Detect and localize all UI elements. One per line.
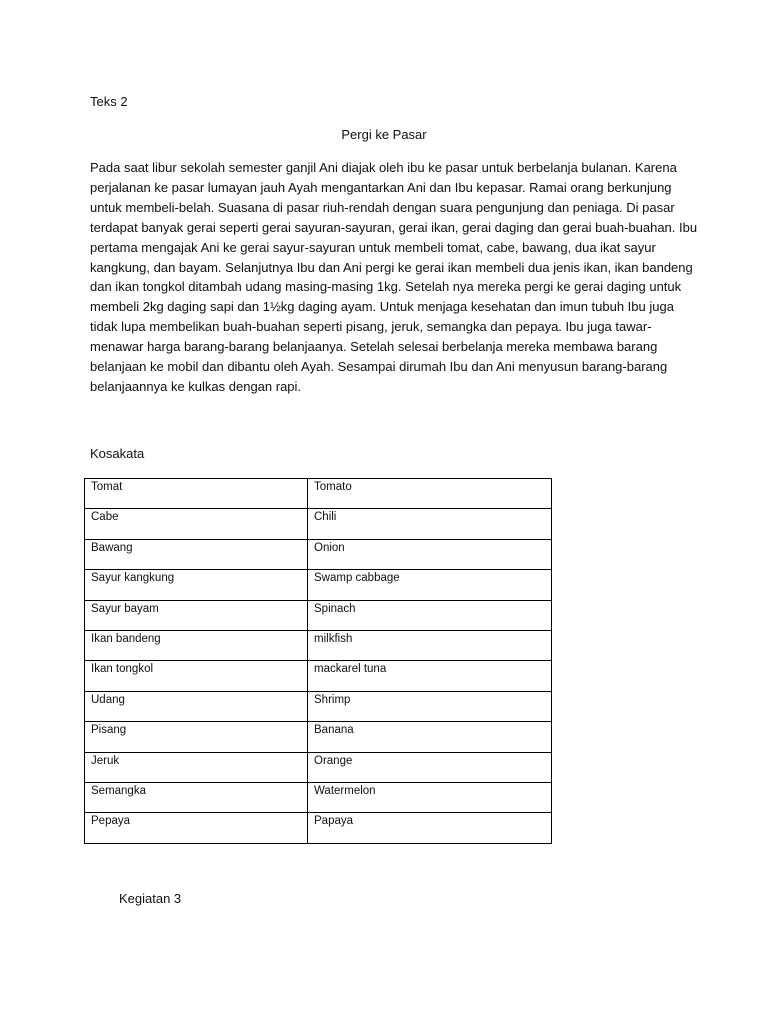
vocab-english-cell: Tomato <box>308 479 552 509</box>
paragraph-line: untuk membeli-belah. Suasana di pasar riuh-rendah dengan suara pengunjung dan peniaga. Di pasar <box>90 199 675 215</box>
vocab-english-cell: Chili <box>308 509 552 539</box>
table-row <box>85 722 552 752</box>
paragraph-line: perjalanan ke pasar lumayan jauh Ayah mengantarkan Ani dan Ibu kepasar. Ramai orang berkunjung <box>90 179 672 195</box>
table-row <box>85 479 552 509</box>
section-label: Teks 2 <box>90 94 128 109</box>
table-row <box>85 782 552 812</box>
paragraph-line: kangkung, dan bayam. Selanjutnya Ibu dan Ani pergi ke gerai ikan membeli dua jenis ikan, ikan bandeng <box>90 259 693 275</box>
table-row <box>85 539 552 569</box>
vocab-indonesian-cell: Pepaya <box>85 813 308 843</box>
vocab-indonesian-cell: Cabe <box>85 509 308 539</box>
vocab-table <box>84 478 552 844</box>
vocab-english-cell: Swamp cabbage <box>308 570 552 600</box>
vocab-english-cell: Shrimp <box>308 691 552 721</box>
vocab-indonesian-cell: Sayur bayam <box>85 600 308 630</box>
vocab-indonesian-cell: Ikan tongkol <box>85 661 308 691</box>
table-row <box>85 630 552 660</box>
table-row <box>85 691 552 721</box>
vocab-indonesian-cell: Udang <box>85 691 308 721</box>
vocab-indonesian-cell: Sayur kangkung <box>85 570 308 600</box>
paragraph-line: belanjaan ke mobil dan dibantu oleh Ayah. Sesampai dirumah Ibu dan Ani menyusun barang-barang <box>90 359 668 375</box>
paragraph-line: Pada saat libur sekolah semester ganjil Ani diajak oleh ibu ke pasar untuk berbelanja bulanan. Karena <box>90 160 677 175</box>
story-paragraph <box>90 158 698 397</box>
paragraph-line: tidak lupa membelikan buah-buahan seperti pisang, jeruk, semangka dan pepaya. Ibu juga tawar- <box>90 319 652 335</box>
table-row <box>85 813 552 843</box>
vocab-indonesian-cell: Ikan bandeng <box>85 630 308 660</box>
vocab-indonesian-cell: Semangka <box>85 782 308 812</box>
vocab-heading: Kosakata <box>90 446 145 461</box>
table-row <box>85 661 552 691</box>
table-row <box>85 570 552 600</box>
vocab-english-cell: Banana <box>308 722 552 752</box>
document-title: Pergi ke Pasar <box>341 127 427 142</box>
vocab-indonesian-cell: Jeruk <box>85 752 308 782</box>
vocab-indonesian-cell: Bawang <box>85 539 308 569</box>
paragraph-line: terdapat banyak gerai seperti gerai sayuran-sayuran, gerai ikan, gerai daging dan gerai buah-buahan. Ibu <box>90 219 698 235</box>
vocab-english-cell: Orange <box>308 752 552 782</box>
vocab-english-cell: Spinach <box>308 600 552 630</box>
paragraph-line: belanjaannya ke kulkas dengan rapi. <box>90 378 302 394</box>
vocab-english-cell: Watermelon <box>308 782 552 812</box>
paragraph-line: dan ikan tongkol ditambah udang masing-masing 1kg. Setelah nya mereka pergi ke gerai daging untuk <box>90 279 682 295</box>
vocab-english-cell: Papaya <box>308 813 552 843</box>
vocab-english-cell: mackarel tuna <box>308 661 552 691</box>
paragraph-line: pertama mengajak Ani ke gerai sayur-sayuran untuk membeli tomat, cabe, bawang, dua ikat sayur <box>90 239 656 255</box>
paragraph-line: menawar harga barang-barang belanjaanya. Setelah selesai berbelanja mereka membawa barang <box>90 339 658 355</box>
vocab-english-cell: Onion <box>308 539 552 569</box>
table-row <box>85 509 552 539</box>
paragraph-line: membeli 2kg daging sapi dan 1½kg daging ayam. Untuk menjaga kesehatan dan imun tubuh Ibu juga <box>90 299 674 315</box>
vocab-indonesian-cell: Tomat <box>85 479 308 509</box>
next-section-label: Kegiatan 3 <box>119 891 182 906</box>
table-row <box>85 752 552 782</box>
vocab-english-cell: milkfish <box>308 630 552 660</box>
vocab-indonesian-cell: Pisang <box>85 722 308 752</box>
table-row <box>85 600 552 630</box>
